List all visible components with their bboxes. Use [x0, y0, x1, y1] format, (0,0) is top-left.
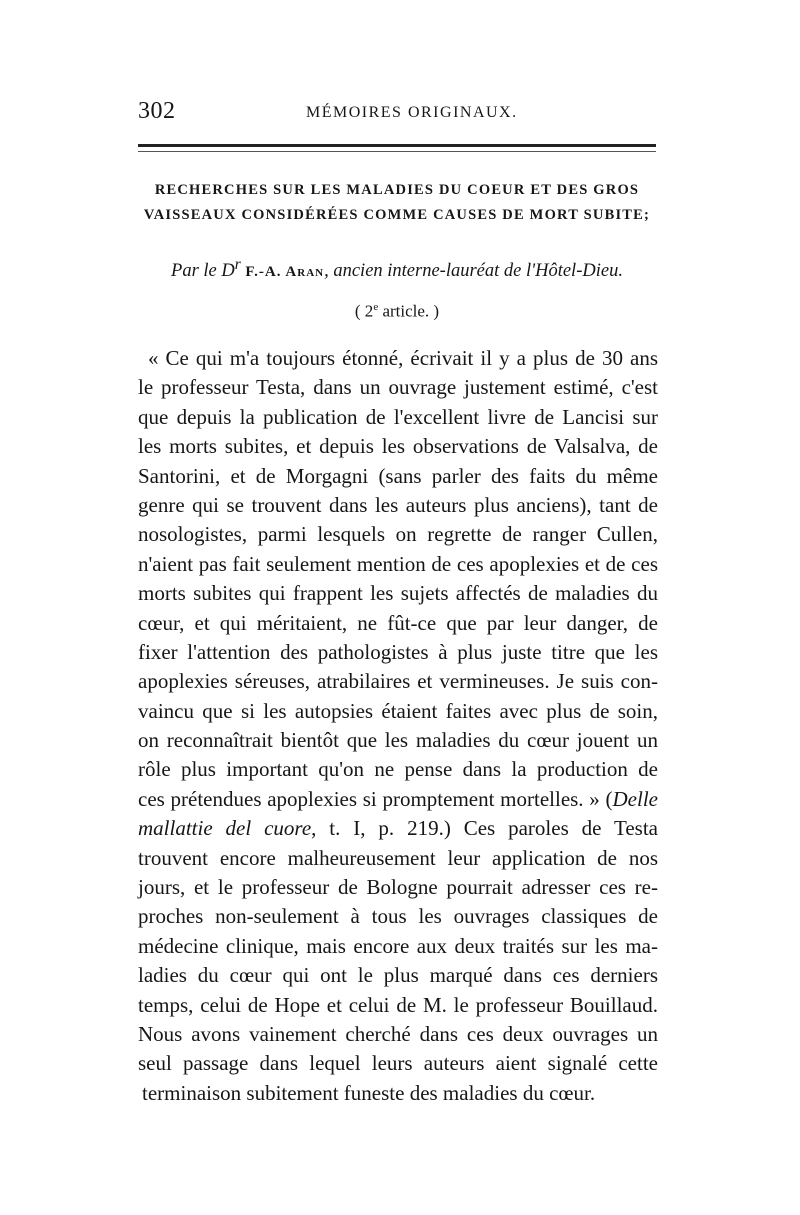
body-line: fixer l'attention des pathologistes à plus juste titre que les — [138, 639, 658, 664]
body-line-citation — [138, 814, 658, 843]
byline-prefix: Par le D — [171, 261, 235, 282]
body-line: n'aient pas fait seulement mention de ces apoplexies et de ces — [138, 551, 658, 576]
author-name: F.-A. Aran — [245, 264, 325, 281]
body-line: que depuis la publication de l'excellent livre de Lancisi sur — [138, 404, 658, 429]
body-line-last: terminaison subitement funeste des maladies du cœur. — [142, 1080, 596, 1105]
body-line: vaincu que si les autopsies étaient faites avec plus de soin, — [138, 698, 658, 723]
byline-prefix-sup: r — [234, 256, 241, 273]
citation-open: ( — [605, 786, 613, 811]
body-line: Santorini, et de Morgagni (sans parler des faits du même — [138, 463, 658, 488]
body-line: le professeur Testa, dans un ouvrage justement estimé, c'est — [138, 375, 658, 400]
citation-title-a: Delle — [612, 786, 658, 811]
body-line: rôle plus important qu'on ne pense dans la production de — [138, 757, 658, 782]
article-rest: article. ) — [378, 301, 440, 321]
article-number — [138, 301, 656, 322]
body-line: on reconnaîtrait bientôt que les maladies du cœur jouent un — [138, 728, 658, 753]
body-line: trouvent encore malheureusement leur application de nos — [138, 845, 658, 870]
body-line: genre qui se trouvent dans les auteurs plus anciens), tant de — [138, 492, 658, 517]
body-line: les morts subites, et depuis les observations de Valsalva, de — [138, 434, 658, 459]
header-rule-thin — [138, 151, 656, 152]
title-line-1: RECHERCHES SUR LES MALADIES DU COEUR ET DES GROS — [154, 182, 640, 198]
body-line: proches non-seulement à tous les ouvrages classiques de — [138, 904, 658, 929]
byline-suffix: , ancien interne-lauréat de l'Hôtel-Dieu. — [324, 261, 623, 282]
body-line: jours, et le professeur de Bologne pourrait adresser ces re- — [138, 875, 658, 900]
body-line: seul passage dans lequel leurs auteurs aient signalé cette — [138, 1051, 658, 1076]
body-line: médecine clinique, mais encore aux deux traités sur les ma- — [138, 933, 658, 958]
byline — [138, 256, 656, 282]
body-line: Nous avons vainement cherché dans ces deux ouvrages un — [138, 1021, 658, 1046]
article-open: ( 2 — [354, 301, 374, 321]
body-line: nosologistes, parmi lesquels on regrette de ranger Cullen, — [138, 522, 658, 547]
body-line: ladies du cœur qui ont le plus marqué dans ces derniers — [138, 963, 658, 988]
body-line: « Ce qui m'a toujours étonné, écrivait il y a plus de 30 ans — [148, 346, 658, 370]
body-line-quote-end — [138, 785, 658, 814]
body-line: morts subites qui frappent les sujets affectés de maladies du — [138, 581, 658, 606]
header-rule-thick — [138, 144, 656, 147]
body-text — [138, 344, 658, 1108]
quote-end: ces prétendues apoplexies si promptement mortelles. » — [138, 786, 600, 811]
article-title — [138, 178, 656, 228]
body-line: cœur, et qui méritaient, ne fût-ce que par leur danger, de — [138, 610, 658, 635]
title-line-2: VAISSEAUX CONSIDÉRÉES COMME CAUSES DE MORT SUBITE; — [143, 207, 651, 223]
citation-rest: , t. I, p. 219.) Ces paroles de Testa — [311, 816, 658, 841]
page-header — [138, 98, 658, 130]
page-number: 302 — [138, 98, 176, 124]
body-line: apoplexies séreuses, atrabilaires et vermineuses. Je suis con- — [138, 669, 658, 694]
body-line: temps, celui de Hope et celui de M. le professeur Bouillaud. — [138, 992, 658, 1017]
citation-title-b: mallattie del cuore — [138, 816, 312, 841]
running-head: MÉMOIRES ORIGINAUX. — [306, 104, 518, 121]
article-sup: e — [373, 301, 379, 313]
